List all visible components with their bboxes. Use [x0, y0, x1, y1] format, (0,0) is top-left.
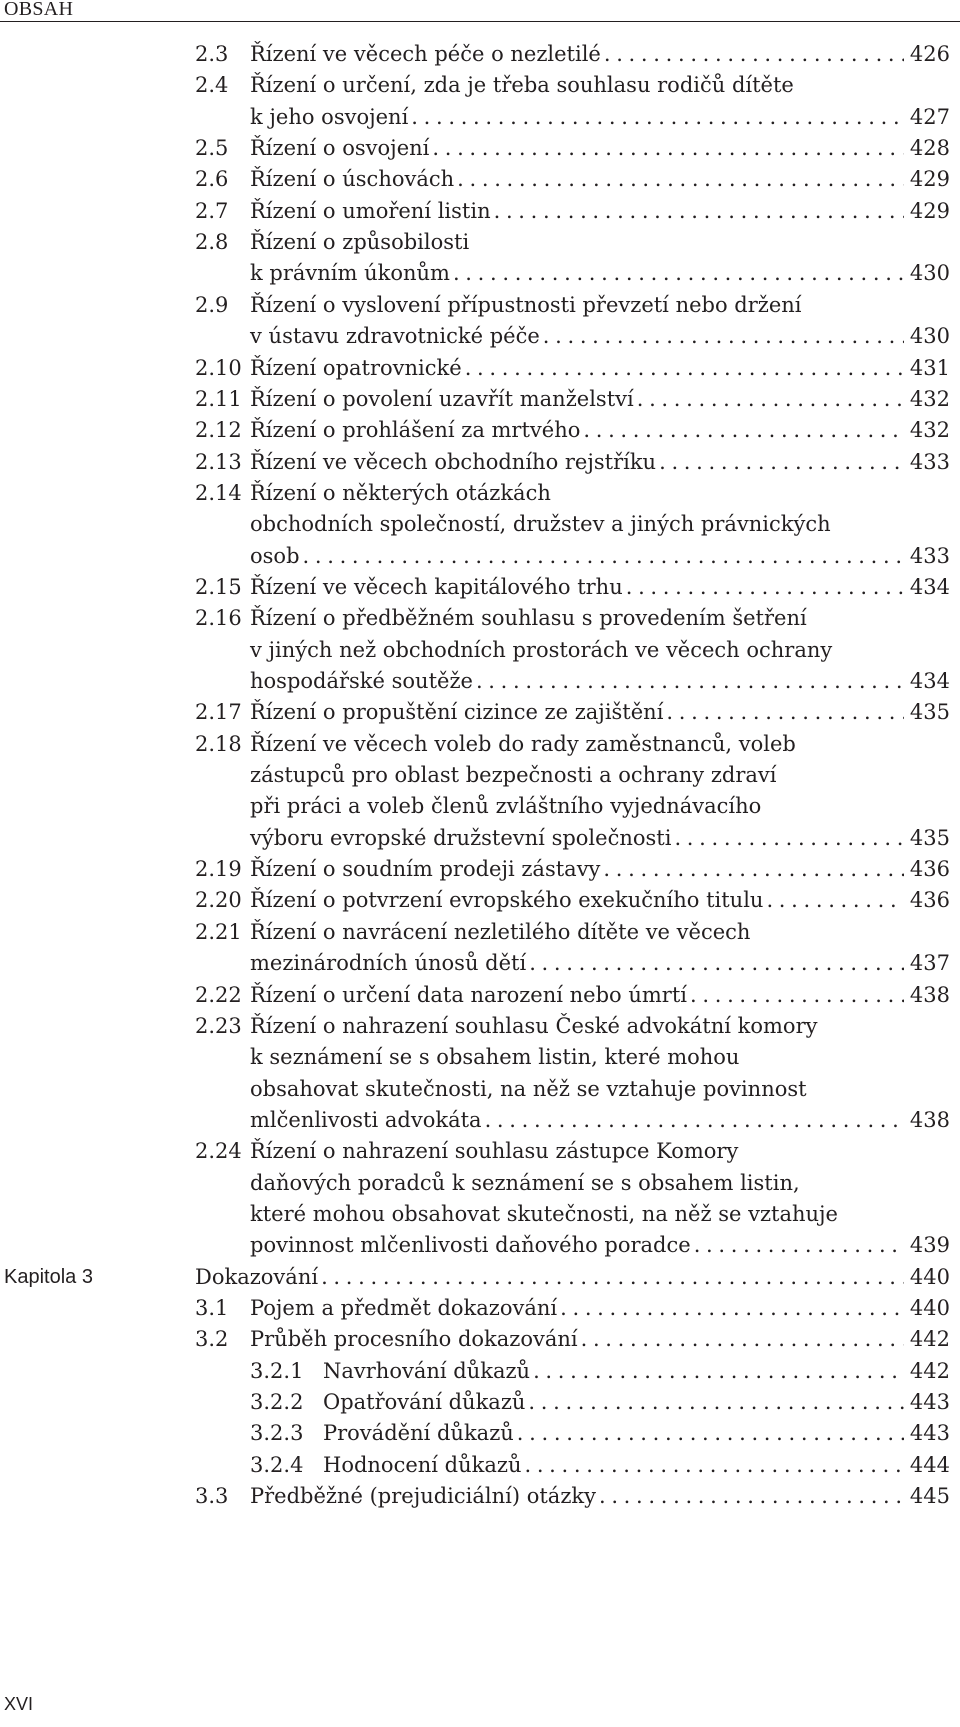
dot-leader [656, 445, 904, 479]
page-reference: 443 [909, 1421, 950, 1446]
section-title: Řízení o předběžném souhlasu s provedením šetření [250, 606, 807, 631]
dot-leader [663, 695, 903, 729]
toc-entry-line [0, 852, 960, 886]
toc-entry-line [0, 1416, 960, 1450]
section-title-continuation: které mohou obsahovat skutečnosti, na něž se vztahuje [250, 1201, 838, 1226]
section-number: 2.17 [195, 700, 242, 725]
toc-entry-line [0, 288, 960, 322]
section-title: Řízení o určení data narození nebo úmrtí [250, 982, 688, 1007]
page-reference: 438 [909, 1107, 950, 1132]
page-reference: 433 [909, 449, 950, 474]
section-title: Pojem a předmět dokazování [250, 1296, 558, 1320]
toc-entry-line [0, 194, 960, 228]
dot-leader [634, 382, 904, 416]
section-title-continuation: obsahovat skutečnosti, na něž se vztahuje povinnost [250, 1076, 807, 1101]
section-title-continuation: obchodních společností, družstev a jiných právnických [250, 512, 831, 537]
section-number: 3.2 [195, 1327, 229, 1352]
toc-entry-line [0, 727, 960, 761]
section-number: 2.10 [195, 355, 242, 380]
toc-entry-line [0, 539, 960, 573]
page-reference: 426 [909, 42, 950, 66]
toc-entry-line [0, 162, 960, 196]
section-title: Provádění důkazů [323, 1421, 514, 1446]
section-title: Opatřování důkazů [323, 1390, 526, 1415]
toc-entry-line [0, 1260, 960, 1294]
page-reference: 435 [909, 700, 950, 725]
section-title-continuation: k právním úkonům [250, 261, 450, 286]
toc-entry-line [0, 68, 960, 102]
page-reference: 445 [909, 1484, 950, 1509]
section-title-continuation: v ústavu zdravotnické péče [250, 324, 540, 349]
page-reference: 434 [909, 669, 950, 693]
page-reference: 435 [909, 825, 950, 850]
section-number: 2.4 [195, 73, 229, 98]
toc-entry-line [0, 256, 960, 290]
toc-entry-line [0, 789, 960, 823]
dot-leader [687, 978, 904, 1012]
section-title: Dokazování [195, 1264, 319, 1289]
section-number: 2.24 [195, 1139, 242, 1164]
page-reference: 430 [909, 261, 950, 286]
section-title: Řízení ve věcech voleb do rady zaměstnanců, voleb [250, 731, 796, 756]
section-title-continuation: hospodářské soutěže [250, 669, 473, 693]
dot-leader [526, 946, 904, 980]
section-title: Řízení o nahrazení souhlasu zástupce Komory [250, 1139, 739, 1164]
section-title: Předběžné (prejudiciální) otázky [250, 1484, 596, 1509]
page-number: XVI [4, 1694, 34, 1714]
section-number: 2.8 [195, 230, 229, 255]
dot-leader [580, 413, 904, 447]
toc-entry-line [0, 633, 960, 667]
section-title: Řízení o propuštění cizince ze zajištění [250, 700, 664, 725]
page-reference: 442 [909, 1358, 950, 1383]
section-number: 2.22 [195, 982, 242, 1007]
page-reference: 440 [909, 1296, 950, 1320]
dot-leader [578, 1322, 904, 1356]
section-title: Řízení o úschovách [250, 167, 455, 192]
section-title: Hodnocení důkazů [323, 1452, 522, 1477]
section-title-continuation: mezinárodních únosů dětí [250, 951, 527, 976]
toc-entry-line [0, 351, 960, 385]
section-title: Řízení opatrovnické [250, 355, 462, 380]
section-title-continuation: povinnost mlčenlivosti daňového poradce [250, 1233, 691, 1258]
toc-entry-line [0, 1197, 960, 1231]
section-number: 2.11 [195, 386, 242, 411]
page-reference: 427 [909, 104, 950, 129]
section-number: 2.7 [195, 198, 229, 223]
section-title: Průběh procesního dokazování [250, 1327, 578, 1352]
dot-leader [671, 821, 903, 855]
dot-leader [491, 194, 904, 228]
section-title: Řízení o nahrazení souhlasu České advokátní komory [250, 1013, 818, 1038]
header-rule [0, 21, 960, 22]
section-number: 3.1 [195, 1296, 229, 1320]
toc-entry-line [0, 601, 960, 635]
chapter-label: Kapitola 3 [4, 1265, 93, 1288]
page-reference: 437 [909, 951, 950, 976]
toc-entry-line [0, 664, 960, 698]
running-header: OBSAH [4, 0, 74, 20]
toc-entry-line [0, 978, 960, 1012]
page-reference: 429 [909, 198, 950, 223]
page-reference: 431 [909, 355, 950, 380]
section-title-continuation: výboru evropské družstevní společnosti [250, 825, 672, 850]
section-number: 3.2.4 [250, 1452, 304, 1477]
toc-entry-line [0, 131, 960, 165]
dot-leader [408, 100, 904, 134]
section-number: 2.18 [195, 731, 242, 756]
toc-entry-line [0, 915, 960, 949]
section-title: Řízení o osvojení [250, 136, 430, 161]
dot-leader [600, 852, 903, 886]
section-number: 2.23 [195, 1013, 242, 1038]
page-reference: 428 [909, 136, 950, 161]
toc-entry-line [0, 413, 960, 447]
dot-leader [450, 256, 904, 290]
section-number: 2.3 [195, 42, 229, 66]
page-reference: 430 [909, 324, 950, 349]
page-reference: 440 [909, 1264, 950, 1289]
toc-entry-line [0, 1103, 960, 1137]
dot-leader [540, 319, 904, 353]
section-title: Řízení o navrácení nezletilého dítěte ve věcech [250, 919, 751, 944]
section-number: 3.2.1 [250, 1358, 304, 1383]
section-title-continuation: zástupců pro oblast bezpečnosti a ochrany zdraví [250, 763, 777, 788]
toc-entry-line [0, 1354, 960, 1388]
toc-entry-line [0, 821, 960, 855]
section-title: Řízení o určení, zda je třeba souhlasu rodičů dítěte [250, 73, 794, 98]
section-title-continuation: k seznámení se s obsahem listin, které mohou [250, 1045, 740, 1070]
dot-leader [318, 1260, 904, 1294]
toc-entry-line [0, 1228, 960, 1262]
page-reference: 438 [909, 982, 950, 1007]
page-reference: 442 [909, 1327, 950, 1352]
page-reference: 436 [909, 857, 950, 882]
section-title-continuation: v jiných než obchodních prostorách ve věcech ochrany [250, 637, 833, 662]
toc-entry-line [0, 758, 960, 792]
section-number: 2.16 [195, 606, 242, 631]
toc-entry-line [0, 1040, 960, 1074]
toc-entry-line [0, 695, 960, 729]
section-title: Řízení o umoření listin [250, 198, 491, 223]
toc-entry-line [0, 445, 960, 479]
section-title: Řízení o soudním prodeji zástavy [250, 857, 601, 882]
section-title: Řízení ve věcech kapitálového trhu [250, 574, 623, 599]
section-title-continuation: mlčenlivosti advokáta [250, 1107, 482, 1132]
toc-entry-line [0, 883, 960, 917]
toc-entry-line [0, 1134, 960, 1168]
section-number: 2.15 [195, 574, 242, 599]
toc-entry-line [0, 37, 960, 71]
toc-entry-line [0, 1166, 960, 1200]
toc-entry-line [0, 225, 960, 259]
section-number: 2.21 [195, 919, 242, 944]
dot-leader [482, 1103, 904, 1137]
dot-leader [763, 883, 903, 917]
section-title: Řízení o povolení uzavřít manželství [250, 386, 634, 411]
page-reference: 429 [909, 167, 950, 192]
section-number: 2.12 [195, 418, 242, 443]
section-number: 3.2.2 [250, 1390, 304, 1415]
dot-leader [596, 1479, 904, 1513]
section-number: 3.2.3 [250, 1421, 304, 1446]
dot-leader [691, 1228, 904, 1262]
dot-leader [473, 664, 904, 698]
section-number: 2.19 [195, 857, 242, 882]
page-reference: 443 [909, 1390, 950, 1415]
toc-entry-line [0, 1322, 960, 1356]
section-title: Řízení o vyslovení přípustnosti převzetí nebo držení [250, 292, 802, 317]
page-reference: 444 [909, 1452, 950, 1477]
section-title: Řízení ve věcech péče o nezletilé [250, 42, 601, 66]
toc-entry-line [0, 570, 960, 604]
section-number: 2.20 [195, 888, 242, 913]
section-number: 2.14 [195, 480, 242, 505]
dot-leader [557, 1291, 904, 1325]
toc-entry-line [0, 319, 960, 353]
section-title: Řízení ve věcech obchodního rejstříku [250, 449, 657, 474]
toc-entry-line [0, 382, 960, 416]
section-title: Řízení o způsobilosti [250, 230, 470, 255]
section-title-continuation: osob [250, 543, 300, 568]
page-reference: 432 [909, 418, 950, 443]
toc-entry-line [0, 1448, 960, 1482]
toc-entry-line [0, 476, 960, 510]
toc-entry-line [0, 1072, 960, 1106]
section-number: 2.9 [195, 292, 229, 317]
dot-leader [530, 1354, 904, 1388]
toc-entry-line [0, 1479, 960, 1513]
dot-leader [454, 162, 904, 196]
toc-entry-line [0, 1009, 960, 1043]
section-number: 2.6 [195, 167, 229, 192]
dot-leader [525, 1385, 904, 1419]
toc-entry-line [0, 1385, 960, 1419]
section-title: Řízení o některých otázkách [250, 480, 551, 505]
dot-leader [521, 1448, 903, 1482]
toc-entry-line [0, 100, 960, 134]
toc-entry-line [0, 946, 960, 980]
dot-leader [429, 131, 904, 165]
page-reference: 439 [909, 1233, 950, 1258]
section-title-continuation: při práci a voleb členů zvláštního vyjednávacího [250, 794, 762, 819]
dot-leader [601, 37, 904, 71]
section-title: Řízení o potvrzení evropského exekučního titulu [250, 888, 764, 913]
section-number: 2.13 [195, 449, 242, 474]
dot-leader [623, 570, 904, 604]
section-title: Navrhování důkazů [323, 1358, 531, 1383]
page-reference: 436 [909, 888, 950, 913]
dot-leader [514, 1416, 904, 1450]
toc-entry-line [0, 507, 960, 541]
section-title-continuation: k jeho osvojení [250, 104, 409, 129]
section-title: Řízení o prohlášení za mrtvého [250, 418, 581, 443]
section-number: 2.5 [195, 136, 229, 161]
section-number: 3.3 [195, 1484, 229, 1509]
page-reference: 433 [909, 543, 950, 568]
page-reference: 434 [909, 574, 950, 599]
section-title-continuation: daňových poradců k seznámení se s obsahem listin, [250, 1170, 800, 1195]
dot-leader [462, 351, 904, 385]
toc-entry-line [0, 1291, 960, 1325]
dot-leader [300, 539, 904, 573]
page-reference: 432 [909, 386, 950, 411]
